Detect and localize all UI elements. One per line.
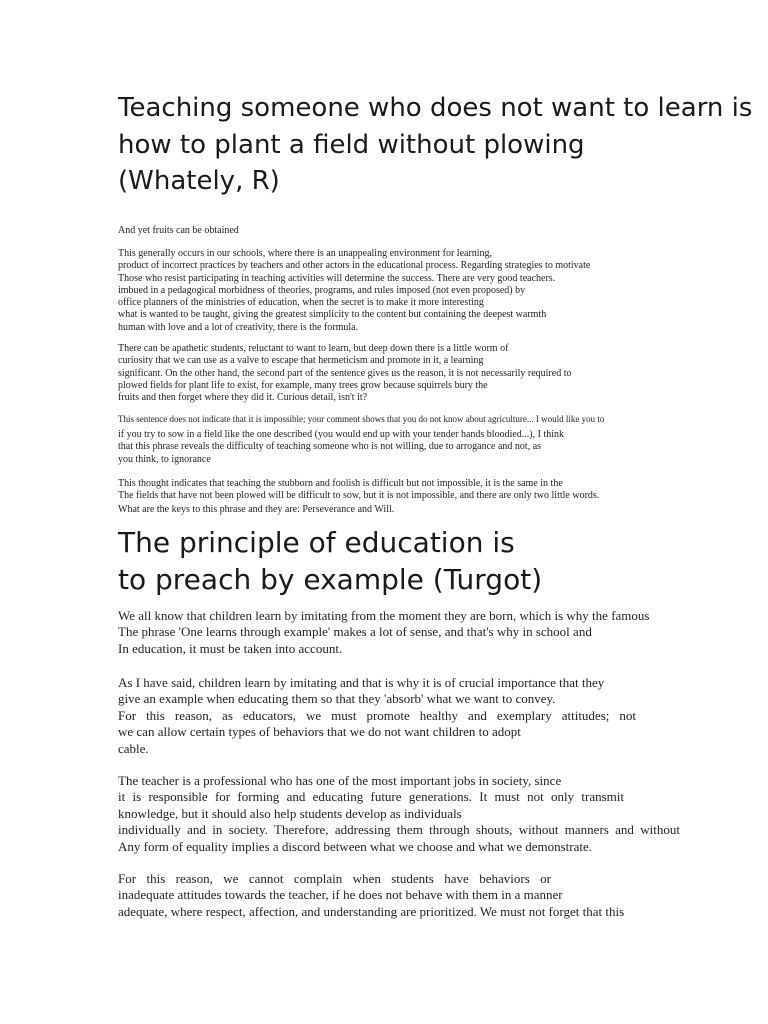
heading-line: to preach by example (Turgot)	[118, 563, 543, 596]
paragraph-4: This thought indicates that teaching the stubborn and foolish is difficult but not impossible, it is the same in the The fields that have not been plowed will be difficult to sow, but it is not impossible, and there are only two little words.	[118, 478, 600, 502]
title-line: (Whately, R)	[118, 166, 280, 196]
paragraph-1: This generally occurs in our schools, where there is an unappealing environment for learning, product of incorrect practices by teachers and other actors in the educational process. Regarding strategies to motivate Those who resist participating in teaching activities will determine the success. There are very good teachers. imbued in a pedagogical morbidness of theories, programs, and rules imposed (not even proposed) by office planners of the ministries of education, when the secret is to make it more interesting what is wanted to be taught, giving the greatest simplicity to the content but containing the deepest warmth human with love and a lot of creativity, there is the formula.	[118, 248, 591, 333]
heading-line: The principle of education is	[118, 526, 515, 559]
title-line: Teaching someone who does not want to learn is	[118, 93, 753, 123]
paragraph-8: For this reason, we cannot complain when students have behaviors or inadequate attitudes towards the teacher, if he does not behave with them in a manner adequate, where respect, affection, and understanding are prioritized. We must not forget that this	[118, 871, 625, 919]
paragraph-6: As I have said, children learn by imitating and that is why it is of crucial importance that they give an example when educating them so that they 'absorb' what we want to convey. For this reason, as educators, we must promote healthy and exemplary attitudes; not we can allow certain types of behaviors that we do not want children to adopt cable.	[118, 675, 636, 756]
paragraph-7: The teacher is a professional who has one of the most important jobs in society, since it is responsible for forming and educating future generations. It must not only transmit knowledge, but it should also help students develop as individuals individually and in society. Therefore, addressing them through shouts, without manners and without Any form of equality implies a discord between what we choose and what we demonstrate.	[118, 773, 680, 854]
intro-text: And yet fruits can be obtained	[118, 225, 239, 236]
paragraph-4-last: What are the keys to this phrase and they are: Perseverance and Will.	[118, 504, 395, 515]
paragraph-5: We all know that children learn by imitating from the moment they are born, which is why the famous The phrase 'One learns through example' makes a lot of sense, and that's why in school and In education, it must be taken into account.	[118, 608, 650, 656]
title-line: how to plant a field without plowing	[118, 129, 585, 160]
section-heading	[118, 524, 718, 598]
page-title	[118, 90, 753, 200]
paragraph-3-lead: This sentence does not indicate that it is impossible; your comment shows that you do not know about agriculture... I would like you to	[118, 414, 605, 424]
paragraph-2: There can be apathetic students, reluctant to want to learn, but deep down there is a little worm of curiosity that we can use as a valve to escape that hermeticism and promote in it, a learning significant. On the other hand, the second part of the sentence gives us the reason, it is not necessarily required to plowed fields for plant life to exist, for example, many trees grow because squirrels bury the fruits and then forget where they did it. Curious detail, isn't it?	[118, 343, 572, 404]
paragraph-3: if you try to sow in a field like the one described (you would end up with your tender hands bloodied...), I think that this phrase reveals the difficulty of teaching someone who is not willing, due to arrogance and not, as you think, to ignorance	[118, 429, 565, 465]
